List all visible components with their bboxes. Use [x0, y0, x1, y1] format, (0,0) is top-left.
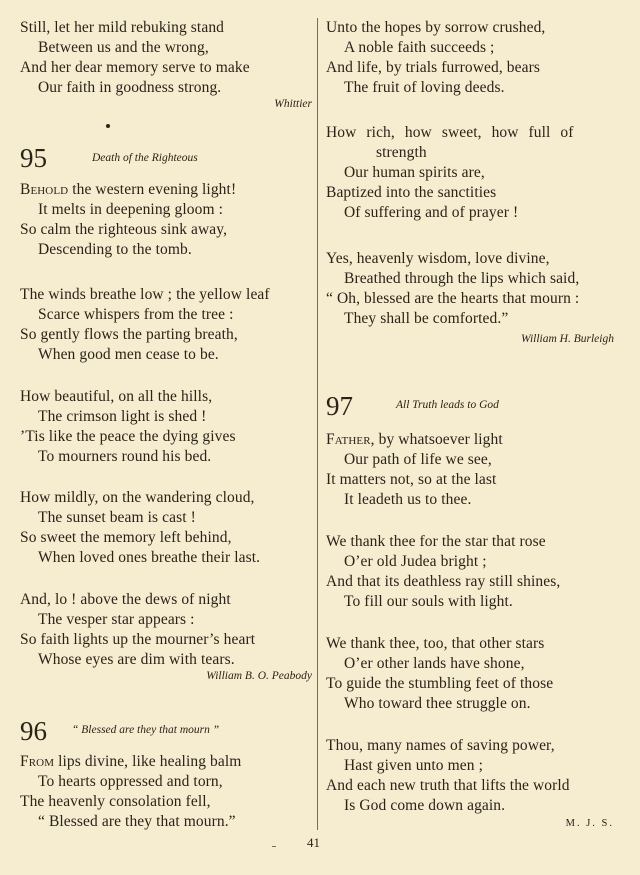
verse-line: When loved ones breathe their last.	[38, 549, 261, 566]
verse-line: How mildly, on the wandering cloud,	[20, 489, 255, 506]
verse-line: The fruit of loving deeds.	[344, 79, 505, 96]
verse-line: It matters not, so at the last	[326, 471, 497, 488]
verse-line: Hast given unto men ;	[344, 757, 483, 774]
verse-line: Still, let her mild rebuking stand	[20, 19, 225, 36]
first-word: Behold	[20, 181, 69, 198]
verse-line: Of suffering and of prayer !	[344, 204, 519, 221]
verse-line: So sweet the memory left behind,	[20, 529, 232, 546]
verse-line: Whose eyes are dim with tears.	[38, 651, 235, 668]
verse-line: Descending to the tomb.	[38, 241, 192, 258]
verse-line: So gently flows the parting breath,	[20, 326, 238, 343]
column-divider	[317, 18, 318, 830]
verse-line: And, lo ! above the dews of night	[20, 591, 231, 608]
verse-line: And life, by trials furrowed, bears	[326, 59, 540, 76]
verse-line: Between us and the wrong,	[38, 39, 209, 56]
verse-line: O’er other lands have shone,	[344, 655, 525, 672]
first-word: Father	[326, 431, 371, 448]
verse-line: And that its deathless ray still shines,	[326, 573, 561, 590]
verse-line: Baptized into the sanctities	[326, 184, 497, 201]
verse-line: It leadeth us to thee.	[344, 491, 472, 508]
verse-line: And her dear memory serve to make	[20, 59, 250, 76]
verse-line: Yes, heavenly wisdom, love divine,	[326, 250, 550, 267]
hymn-number: 95	[20, 143, 47, 173]
printer-mark	[272, 846, 276, 847]
verse-line: Our path of life we see,	[344, 451, 492, 468]
attribution: M. J. S.	[565, 818, 614, 829]
hymn-title: “ Blessed are they that mourn ”	[72, 724, 220, 736]
verse-line: “ Oh, blessed are the hearts that mourn :	[326, 290, 580, 307]
verse-line: Is God come down again.	[344, 797, 506, 814]
attribution: William B. O. Peabody	[206, 670, 312, 682]
verse-line: Our faith in goodness strong.	[38, 79, 222, 96]
verse-line: Unto the hopes by sorrow crushed,	[326, 19, 546, 36]
first-word: From	[20, 753, 55, 770]
verse-line: Our human spirits are,	[344, 164, 485, 181]
verse-line: So calm the righteous sink away,	[20, 221, 228, 238]
verse-line: Breathed through the lips which said,	[344, 270, 580, 287]
verse-line: The vesper star appears :	[38, 611, 195, 628]
verse-line: To hearts oppressed and torn,	[38, 773, 223, 790]
verse-line: To mourners round his bed.	[38, 448, 212, 465]
verse-line: Father, by whatsoever light	[326, 431, 503, 448]
verse-line: The crimson light is shed !	[38, 408, 207, 425]
verse-line: How rich, how sweet, how full of	[326, 124, 574, 141]
verse-line: So faith lights up the mourner’s heart	[20, 631, 256, 648]
hymn-title: All Truth leads to God	[396, 399, 499, 411]
verse-line: It melts in deepening gloom :	[38, 201, 223, 218]
verse-line: Who toward thee struggle on.	[344, 695, 531, 712]
verse-line: To fill our souls with light.	[344, 593, 513, 610]
verse-line: Behold the western evening light!	[20, 181, 237, 198]
verse-line: When good men cease to be.	[38, 346, 219, 363]
verse-line: O’er old Judea bright ;	[344, 553, 487, 570]
attribution: Whittier	[274, 98, 312, 110]
verse-line: “ Blessed are they that mourn.”	[38, 813, 236, 830]
hymn-number: 96	[20, 716, 47, 746]
ornament-dot	[106, 124, 110, 128]
verse-line: strength	[376, 144, 427, 161]
verse-line: The winds breathe low ; the yellow leaf	[20, 286, 270, 303]
verse-line: To guide the stumbling feet of those	[326, 675, 554, 692]
verse-line: ’Tis like the peace the dying gives	[20, 428, 236, 445]
verse-line: From lips divine, like healing balm	[20, 753, 242, 770]
hymn-number: 97	[326, 391, 353, 421]
verse-line: The sunset beam is cast !	[38, 509, 196, 526]
verse-line: And each new truth that lifts the world	[326, 777, 570, 794]
verse-line: They shall be comforted.”	[344, 310, 509, 327]
page-number: 41	[307, 835, 320, 850]
verse-line: We thank thee, too, that other stars	[326, 635, 545, 652]
verse-line: We thank thee for the star that rose	[326, 533, 546, 550]
verse-line: A noble faith succeeds ;	[344, 39, 495, 56]
attribution: William H. Burleigh	[521, 333, 614, 345]
verse-line: The heavenly consolation fell,	[20, 793, 211, 810]
verse-line: How beautiful, on all the hills,	[20, 388, 213, 405]
hymn-title: Death of the Righteous	[92, 152, 198, 164]
verse-line: Thou, many names of saving power,	[326, 737, 555, 754]
verse-line: Scarce whispers from the tree :	[38, 306, 234, 323]
